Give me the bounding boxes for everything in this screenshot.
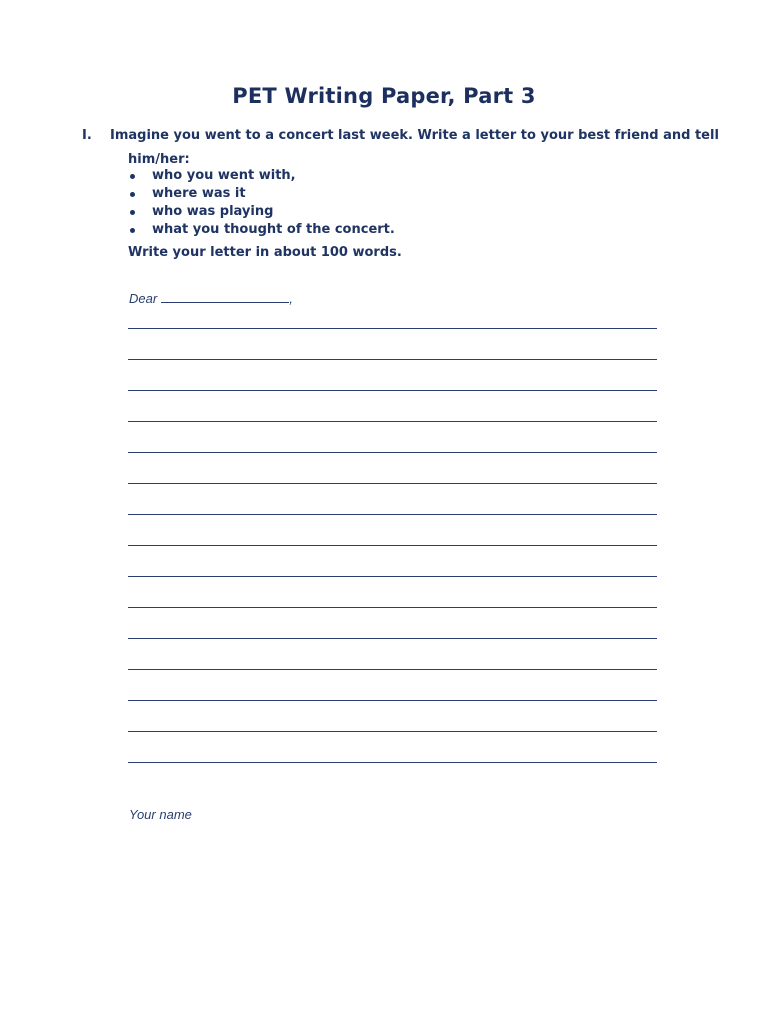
bullet-item [128,221,395,239]
bullet-dot-icon [130,210,135,215]
bullet-dot-icon [130,174,135,179]
word-count-instruction: Write your letter in about 100 words. [128,245,402,260]
bullet-text: who you went with, [152,168,296,183]
writing-line[interactable] [128,669,657,670]
signature-placeholder: Your name [129,807,192,822]
recipient-name-blank[interactable] [161,291,289,303]
prompt-bullet-list [128,167,395,239]
question-number: I. [82,128,92,143]
bullet-item [128,167,395,185]
question-prompt-line1: Imagine you went to a concert last week. Write a letter to your best friend and tell [110,128,719,143]
writing-line[interactable] [128,421,657,422]
bullet-text: what you thought of the concert. [152,222,395,237]
writing-line[interactable] [128,514,657,515]
writing-line[interactable] [128,762,657,763]
writing-line[interactable] [128,359,657,360]
writing-line[interactable] [128,731,657,732]
bullet-dot-icon [130,228,135,233]
writing-line[interactable] [128,700,657,701]
bullet-text: who was playing [152,204,274,219]
writing-line[interactable] [128,576,657,577]
question-prompt-line2: him/her: [128,152,190,167]
writing-line[interactable] [128,483,657,484]
bullet-text: where was it [152,186,246,201]
writing-line[interactable] [128,390,657,391]
writing-line[interactable] [128,452,657,453]
letter-greeting [129,291,293,306]
bullet-item [128,203,395,221]
bullet-item [128,185,395,203]
writing-line[interactable] [128,545,657,546]
greeting-comma: , [289,291,293,306]
greeting-word: Dear [129,291,158,306]
writing-line[interactable] [128,607,657,608]
writing-line[interactable] [128,328,657,329]
writing-line[interactable] [128,638,657,639]
page-title: PET Writing Paper, Part 3 [232,84,536,108]
bullet-dot-icon [130,192,135,197]
